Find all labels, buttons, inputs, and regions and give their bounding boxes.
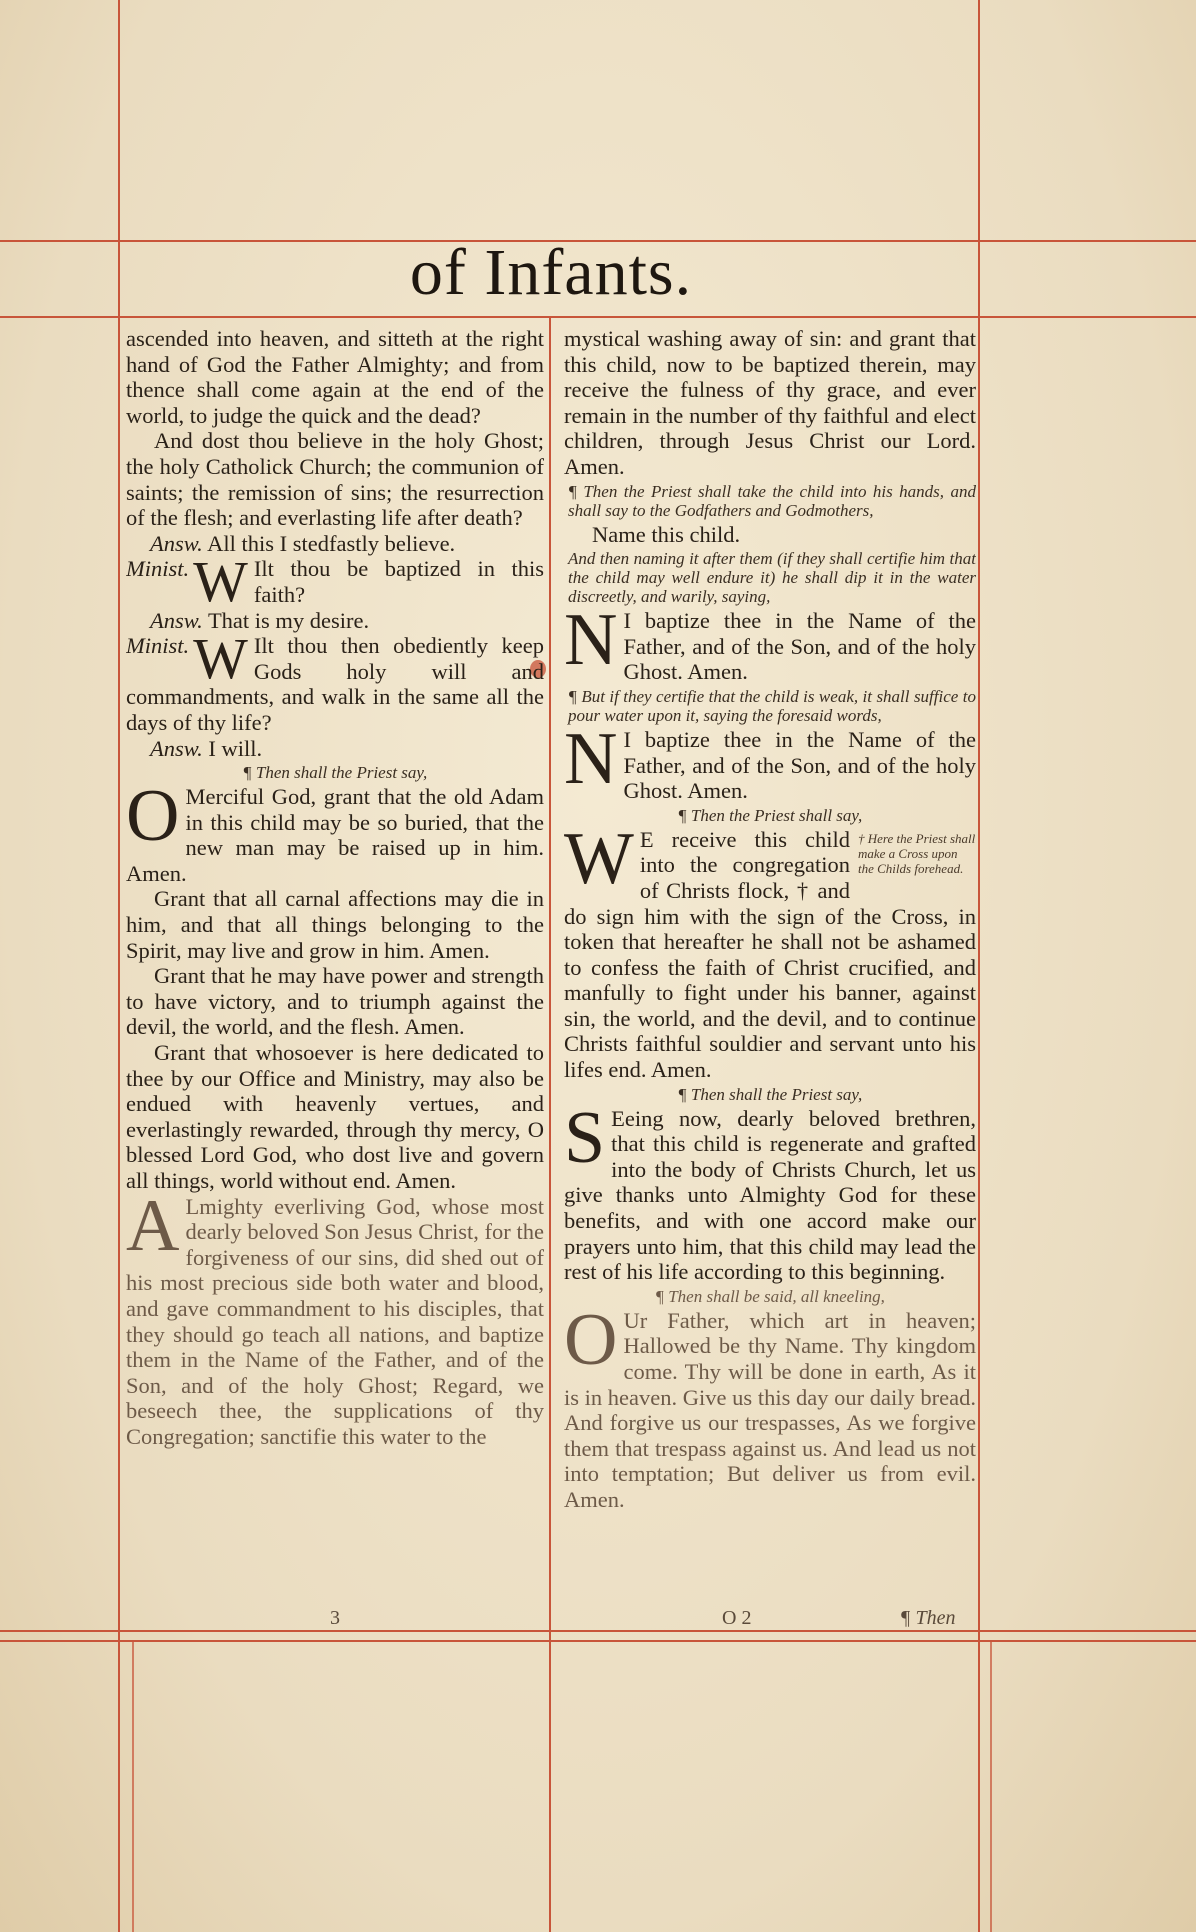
minister-label: Minist. (126, 556, 190, 582)
rule-bottom-1 (0, 1630, 1196, 1632)
question-obedient (126, 626, 544, 735)
answer-will (126, 736, 544, 762)
page-number: 3 (330, 1607, 340, 1629)
drop-initial: S (564, 1096, 606, 1179)
drop-initial: N (564, 717, 618, 800)
baptism-formula-1 (564, 599, 976, 685)
rubric-weak-child: ¶ But if they certifie that the child is weak, it shall suffice to pour water upon it, saying the foresaid words, (568, 686, 976, 725)
rule-top-2 (0, 316, 1196, 318)
answer-label: Answ. (150, 735, 203, 761)
name-this-child: Name this child. (592, 521, 741, 547)
baptism-formula-2 (564, 717, 976, 804)
grant-victory: Grant that he may have power and strength to have victory, and to triumph against the devil, the world, and the flesh. Amen. (126, 963, 544, 1040)
rubric-priest-say-3: ¶ Then shall the Priest say, (677, 1084, 863, 1104)
question-text: Ilt thou then obediently keep Gods holy will and commandments, and walk in the same all the days of thy life? (126, 633, 544, 735)
prayer-merciful (126, 775, 544, 886)
rule-far-right (990, 1640, 992, 1932)
grant-dedicated: Grant that whosoever is here dedicated to thee by our Office and Ministry, may also be endued with heavenly vertues, and everlastingly rewarded, through thy mercy, O blessed Lord God, who dost live and govern all things, world without end. Amen. (126, 1040, 544, 1193)
receive-child (564, 817, 976, 1083)
prayer-text: Lmighty everliving God, whose most dearly beloved Son Jesus Christ, for the forgiveness of our sins, did shed out of his most precious side both water and blood, and gave commandment to his disciples, that they should go teach all nations, and baptize them in the Name of the Father, and of the Son, and of the holy Ghost; Regard, we beseech thee, the supplications of thy Congregation; sanctifie this water to the (126, 1193, 544, 1449)
lords-prayer (564, 1298, 976, 1513)
answer-text: That is my desire. (207, 607, 370, 633)
rule-far-left (132, 1640, 134, 1932)
rubric-take-child: ¶ Then the Priest shall take the child into his hands, and shall say to the Godfathers and Godmothers, (568, 481, 976, 520)
answer-text: All this I stedfastly believe. (207, 530, 456, 556)
rubric-priest-say: ¶ Then shall the Priest say, (242, 763, 428, 783)
answer-text: I will. (208, 735, 263, 761)
lords-prayer-text: Ur Father, which art in heaven; Hallowed be thy Name. Thy kingdom come. Thy will be done in earth, As it is in heaven. Give us this day our daily bread. And forgive us our trespasses, As we forgive them that trespass against us. And lead us not into temptation; But deliver us from evil. Amen. (564, 1307, 976, 1512)
receive-text: E receive this child into the congregation of Christs flock, † and do sign him with the sign of the Cross, in token that hereafter he shall not be ashamed to confess the faith of Christ crucified, and manfully to fight under his banner, against sin, the world, and the devil, and to continue Christs faithful souldier and servant unto his lifes end. Amen. (564, 826, 976, 1083)
rubric-priest-say-2: ¶ Then the Priest shall say, (677, 805, 863, 825)
drop-initial: O (564, 1298, 618, 1381)
catchword: ¶ Then (900, 1607, 956, 1629)
seeing-now (564, 1096, 976, 1285)
baptism-text: I baptize thee in the Name of the Father, and of the Son, and of the holy Ghost. Amen. (623, 726, 976, 804)
question-baptized (126, 549, 544, 615)
grant-carnal: Grant that all carnal affections may die in him, and that all things belonging to the Spirit, may live and grow in him. Amen. (126, 886, 544, 963)
creed-holy-ghost: And dost thou believe in the holy Ghost; the holy Catholick Church; the communion of saints; the remission of sins; the resurrection of the flesh; and everlasting life after death? (126, 428, 544, 531)
drop-initial: W (193, 549, 248, 615)
rule-bottom-2 (0, 1640, 1196, 1642)
page-title: of Infants. (409, 236, 693, 309)
drop-initial: W (193, 626, 248, 692)
drop-initial: W (564, 817, 634, 900)
side-note-cross: † Here the Priest shall make a Cross upon the Childs forehead. (858, 830, 976, 876)
answer-believe (126, 531, 544, 557)
rule-center (549, 316, 551, 1932)
left-column (126, 326, 544, 1606)
signature-mark: O 2 (722, 1607, 752, 1629)
baptism-text: I baptize thee in the Name of the Father, and of the Son, and of the holy Ghost. Amen. (623, 608, 976, 685)
answer-label: Answ. (150, 530, 203, 556)
prayer-text: Merciful God, grant that the old Adam in this child may be so buried, that the new man may be raised up in him. Amen. (126, 784, 544, 886)
creed-continued: ascended into heaven, and sitteth at the right hand of God the Father Almighty; and from thence shall come again at the end of the world, to judge the quick and the dead? (126, 326, 544, 428)
rubric-kneeling: ¶ Then shall be said, all kneeling, (655, 1286, 885, 1306)
answer-label: Answ. (150, 607, 203, 633)
question-text: Ilt thou be baptized in this faith? (253, 556, 544, 607)
seeing-text: Eeing now, dearly beloved brethren, that this child is regenerate and grafted into the body of Christs Church, let us give thanks unto Almighty God for these benefits, and with one accord make our prayers unto him, that this child may lead the rest of his life according to this beginning. (564, 1105, 976, 1285)
answer-desire (126, 608, 544, 634)
prayer-almighty (126, 1184, 544, 1450)
mystical-washing: mystical washing away of sin: and grant that this child, now to be baptized therein, may receive the fulness of thy grace, and ever remain in the number of thy faithful and elect children, through Jesus Christ our Lord. Amen. (564, 326, 976, 479)
right-column (564, 326, 976, 1606)
rubric-naming: And then naming it after them (if they shall certifie him that the child may well endure it) he shall dip it in the water discreetly, and warily, saying, (568, 549, 976, 607)
drop-initial: O (126, 775, 180, 858)
drop-initial: A (126, 1184, 180, 1267)
drop-initial: N (564, 599, 618, 682)
minister-label: Minist. (126, 633, 190, 659)
